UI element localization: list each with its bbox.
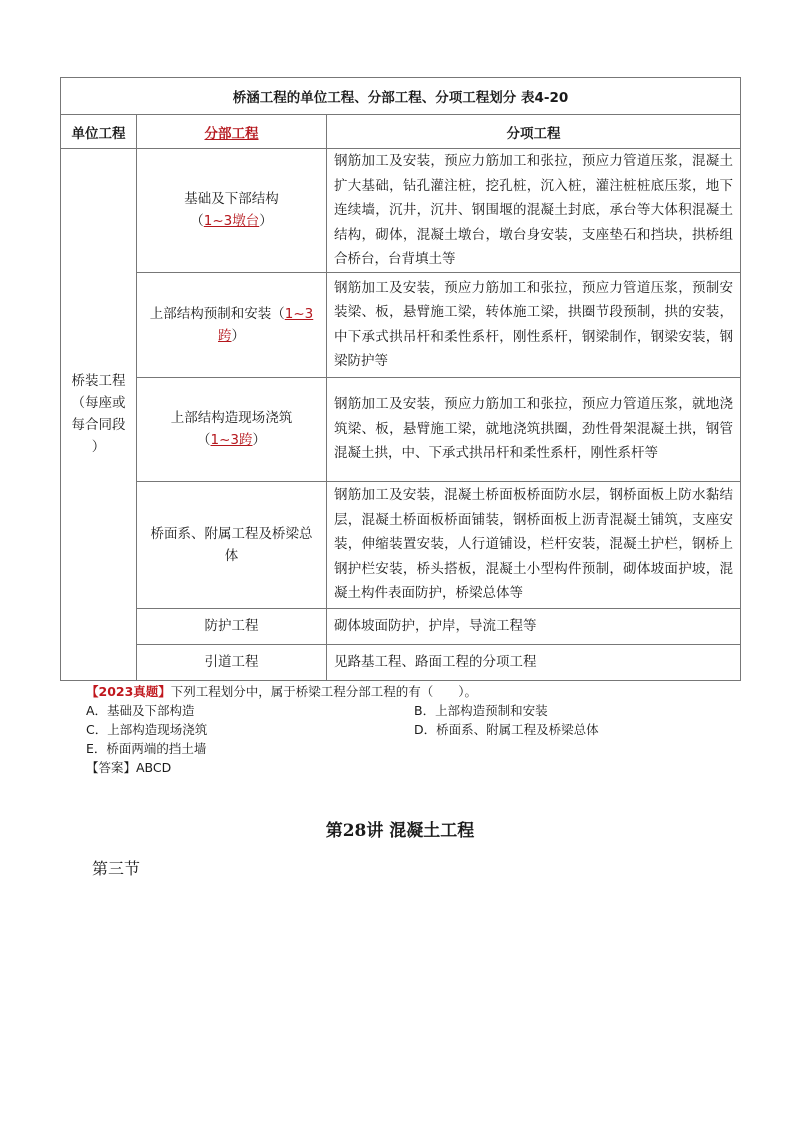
- items-superstructure-precast: 钢筋加工及安装，预应力筋加工和张拉，预应力管道压浆，预制安装梁、板，悬臂施工梁，转体施工梁，拱圈节段预制，拱的安装，中下承式拱吊杆和柔性系杆，刚性系杆，钢梁制作，钢梁安装，钢梁防护等: [327, 272, 741, 377]
- part-link[interactable]: 1~3跨: [210, 432, 253, 448]
- question-tag: 【2023真题】: [86, 684, 171, 699]
- header-item: 分项工程: [327, 115, 741, 149]
- unit-line: ）: [91, 439, 106, 456]
- header-part-link[interactable]: 分部工程: [204, 125, 259, 142]
- part-link[interactable]: 跨: [218, 327, 232, 344]
- items-superstructure-cast: 钢筋加工及安装，预应力筋加工和张拉，预应力管道压浆，就地浇筑梁、板，悬臂施工梁，就地浇筑拱圈，劲性骨架混凝土拱，钢管混凝土拱，中、下承式拱吊杆和柔性系杆，刚性系杆等: [327, 377, 741, 481]
- option-b: B．上部构造预制和安装: [414, 703, 548, 718]
- header-unit: 单位工程: [61, 115, 137, 149]
- question-stem: 【2023真题】下列工程划分中，属于桥梁工程分部工程的有（ ）。: [86, 684, 478, 699]
- unit-line: 桥装工程: [71, 373, 126, 390]
- answer: 【答案】ABCD: [86, 760, 172, 775]
- option-e: E．桥面两端的挡土墙: [86, 741, 207, 756]
- part-deck-system: 桥面系、附属工程及桥梁总体: [137, 481, 327, 608]
- unit-cell: [61, 149, 137, 681]
- items-deck-system: 钢筋加工及安装，混凝土桥面板桥面防水层，钢桥面板上防水黏结层，混凝土桥面板桥面铺装，钢桥面板上沥青混凝土铺筑，支座安装，伸缩装置安装，人行道铺设，栏杆安装，混凝土护栏，钢桥上钢护栏安装，桥头搭板，混凝土小型构件预制，砌体坡面护坡，混凝土构件表面防护，桥梁总体等: [327, 481, 741, 608]
- division-table: [60, 77, 741, 681]
- option-d: D．桥面系、附属工程及桥梁总体: [414, 722, 599, 737]
- part-protection: 防护工程: [137, 608, 327, 644]
- option-c: C．上部构造现场浇筑: [86, 722, 208, 737]
- part-foundation: 基础及下部结构 （1~3墩台）: [137, 149, 327, 273]
- lecture-title: 第28讲 混凝土工程: [325, 821, 475, 841]
- items-approach: 见路基工程、路面工程的分项工程: [327, 644, 741, 680]
- unit-line: 每合同段: [71, 417, 126, 434]
- part-link[interactable]: 1~3墩台: [203, 213, 260, 230]
- items-foundation: 钢筋加工及安装，预应力筋加工和张拉，预应力管道压浆，混凝土扩大基础，钻孔灌注桩，挖孔桩，沉入桩，灌注桩桩底压浆，地下连续墙，沉井，沉井、钢围堰的混凝土封底，承台等大体积混凝土结构，砌体，混凝土墩台，墩台身安装，支座垫石和挡块，拱桥组合桥台，台背填土等: [327, 149, 741, 273]
- part-link[interactable]: 1~3: [284, 305, 314, 322]
- items-protection: 砌体坡面防护，护岸，导流工程等: [327, 608, 741, 644]
- header-part[interactable]: [137, 115, 327, 149]
- table-title: 桥涵工程的单位工程、分部工程、分项工程划分 表4-20: [61, 78, 741, 115]
- part-superstructure-cast: 上部结构造现场浇筑 （1~3跨）: [137, 377, 327, 481]
- part-superstructure-precast: 上部结构预制和安装（1~3 跨）: [137, 272, 327, 377]
- unit-line: （每座或: [71, 395, 126, 412]
- section-title: 第三节: [92, 859, 141, 878]
- part-approach: 引道工程: [137, 644, 327, 680]
- option-a: A．基础及下部构造: [86, 703, 195, 718]
